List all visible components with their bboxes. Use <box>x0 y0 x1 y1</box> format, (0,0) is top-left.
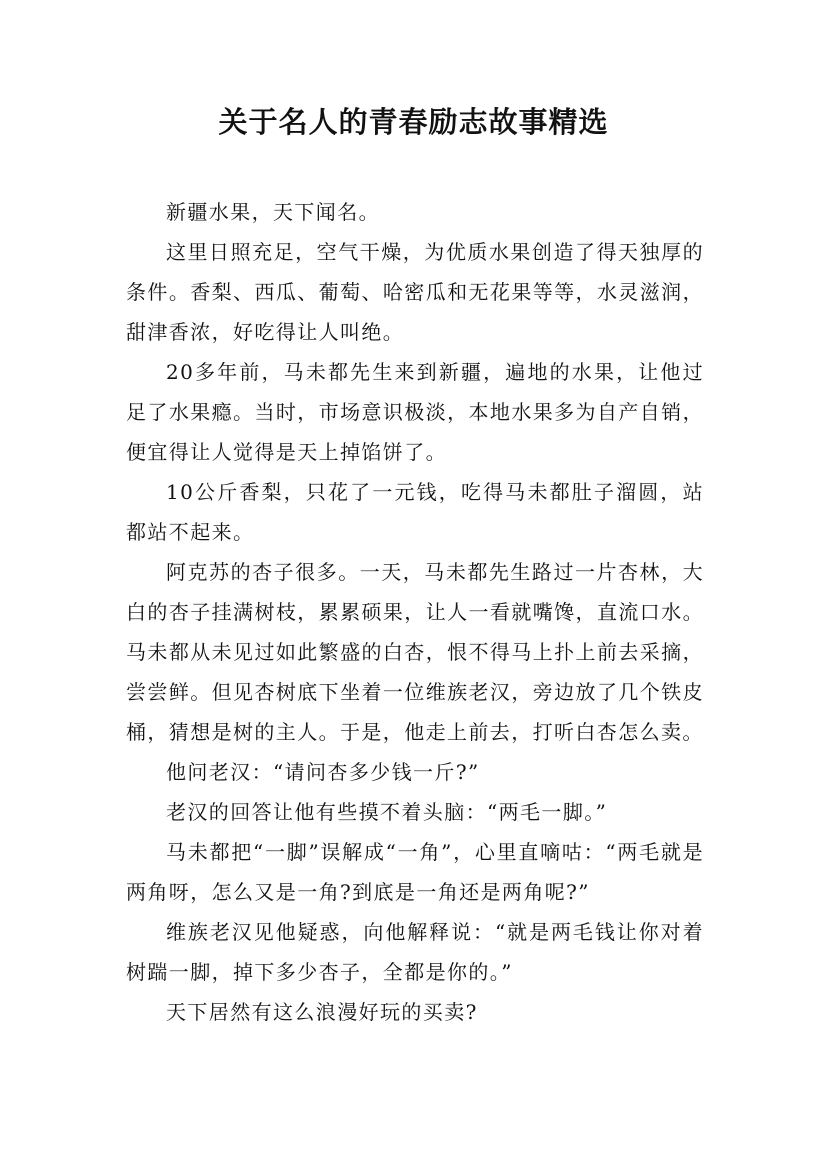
paragraph: 10公斤香梨，只花了一元钱，吃得马未都肚子溜圆，站都站不起来。 <box>126 480 704 544</box>
paragraph: 老汉的回答让他有些摸不着头脑：“两毛一脚。” <box>166 800 608 824</box>
paragraph: 20多年前，马未都先生来到新疆，遍地的水果，让他过足了水果瘾。当时，市场意识极淡，本地水果多为自产自销，便宜得让人觉得是天上掉馅饼了。 <box>126 360 704 464</box>
document-title: 关于名人的青春励志故事精选 <box>218 105 609 139</box>
paragraph: 维族老汉见他疑惑，向他解释说：“就是两毛钱让你对着树踹一脚，掉下多少杏子，全都是你的。” <box>126 920 704 984</box>
paragraph: 新疆水果，天下闻名。 <box>166 200 380 224</box>
document-body <box>126 192 704 1032</box>
paragraph: 他问老汉：“请问杏多少钱一斤?” <box>166 760 480 784</box>
paragraph: 阿克苏的杏子很多。一天，马未都先生路过一片杏林，大白的杏子挂满树枝，累累硕果，让人一看就嘴馋，直流口水。马未都从未见过如此繁盛的白杏，恨不得马上扑上前去采摘，尝尝鲜。但见杏树底下坐着一位维族老汉，旁边放了几个铁皮桶，猜想是树的主人。于是，他走上前去，打听白杏怎么卖。 <box>126 560 704 744</box>
paragraph: 天下居然有这么浪漫好玩的买卖? <box>166 1000 478 1024</box>
paragraph: 马未都把“一脚”误解成“一角”，心里直嘀咕：“两毛就是两角呀，怎么又是一角?到底是一角还是两角呢?” <box>126 840 704 904</box>
paragraph: 这里日照充足，空气干燥，为优质水果创造了得天独厚的条件。香梨、西瓜、葡萄、哈密瓜和无花果等等，水灵滋润，甜津香浓，好吃得让人叫绝。 <box>126 240 704 344</box>
